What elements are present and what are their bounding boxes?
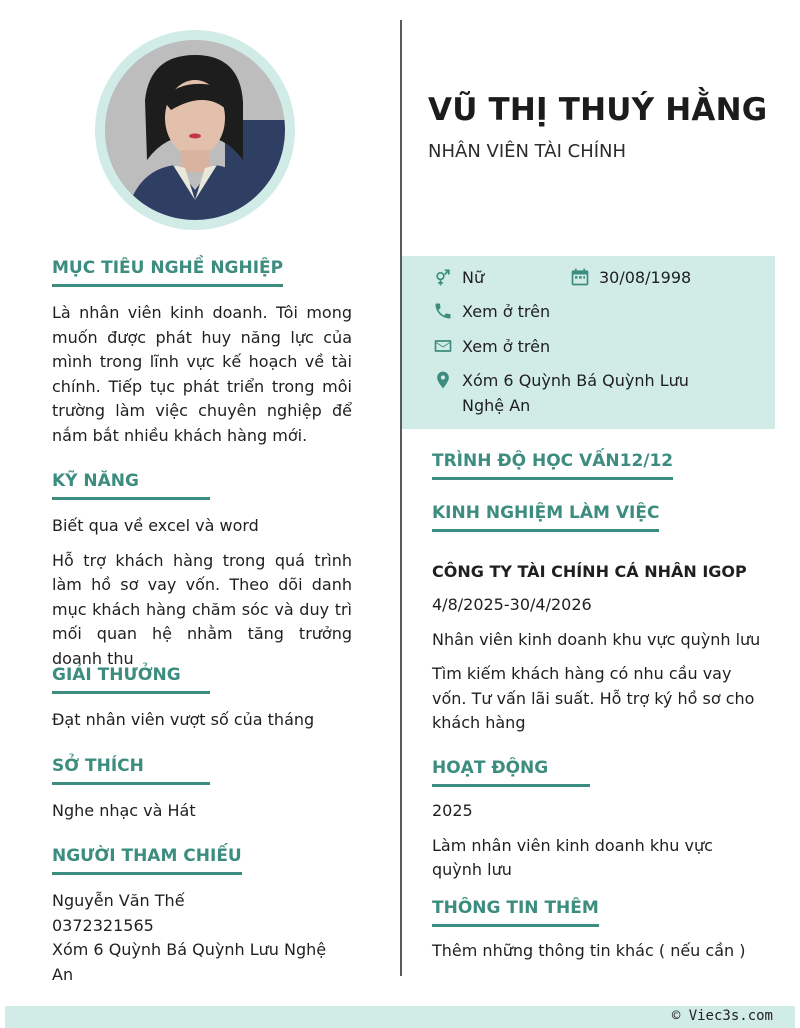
hobbies-section: [52, 756, 352, 824]
avatar-frame: [95, 30, 295, 230]
objective-section: [52, 258, 352, 448]
calendar-icon: [569, 266, 591, 288]
skills-section: [52, 471, 352, 671]
candidate-role: NHÂN VIÊN TÀI CHÍNH: [428, 141, 627, 162]
address-value: Xóm 6 Quỳnh Bá Quỳnh Lưu Nghệ An: [462, 371, 689, 415]
hobbies-text: Nghe nhạc và Hát: [52, 801, 196, 820]
reference-section: [52, 846, 352, 987]
education-section: [432, 451, 762, 480]
hobbies-title: SỞ THÍCH: [52, 756, 210, 785]
additional-title: THÔNG TIN THÊM: [432, 898, 599, 927]
contact-info-panel: [402, 256, 775, 429]
reference-address: Xóm 6 Quỳnh Bá Quỳnh Lưu Nghệ An: [52, 940, 327, 984]
experience-title: KINH NGHIỆM LÀM VIỆC: [432, 503, 659, 532]
objective-title: MỤC TIÊU NGHỀ NGHIỆP: [52, 258, 283, 287]
activities-text: Làm nhân viên kinh doanh khu vực quỳnh lưu: [432, 835, 713, 879]
email-value: Xem ở trên: [462, 337, 551, 356]
additional-section: [432, 898, 762, 964]
gender-value: Nữ: [462, 268, 485, 287]
activities-section: [432, 758, 762, 883]
column-divider: [400, 20, 402, 976]
objective-text: Là nhân viên kinh doanh. Tôi mong muốn được phát huy năng lực của mình trong lĩnh vực kế hoạch về tài chính. Tiếp tục phát triển trong môi trường làm việc chuyên nghiệp để nắm bắt nhiều khách hàng mới.: [52, 303, 352, 445]
phone-icon: [432, 300, 454, 322]
awards-text: Đạt nhân viên vượt số của tháng: [52, 710, 315, 729]
skill-item: Biết qua về excel và word: [52, 516, 259, 535]
dob-value: 30/08/1998: [599, 268, 692, 287]
education-title: TRÌNH ĐỘ HỌC VẤN12/12: [432, 451, 673, 480]
skill-item: Hỗ trợ khách hàng trong quá trình làm hồ sơ vay vốn. Theo dõi danh mục khách hàng chăm sóc và duy trì mối quan hệ nhằm tăng trưởng doanh thu: [52, 550, 352, 668]
awards-section: [52, 665, 352, 733]
reference-name: Nguyễn Văn Thế: [52, 891, 185, 910]
email-row: [432, 335, 550, 360]
avatar-photo: [105, 40, 285, 220]
address-row: [432, 369, 732, 418]
awards-title: GIẢI THƯỞNG: [52, 665, 210, 694]
reference-title: NGƯỜI THAM CHIẾU: [52, 846, 242, 875]
activities-year: 2025: [432, 801, 473, 820]
experience-period: 4/8/2025-30/4/2026: [432, 595, 592, 614]
experience-company: CÔNG TY TÀI CHÍNH CÁ NHÂN IGOP: [432, 562, 747, 581]
experience-description: Tìm kiếm khách hàng có nhu cầu vay vốn. Tư vấn lãi suất. Hỗ trợ ký hồ sơ cho khách hàng: [432, 664, 755, 732]
footer-credit: © Viec3s.com: [671, 1008, 773, 1024]
activities-title: HOẠT ĐỘNG: [432, 758, 590, 787]
additional-text: Thêm những thông tin khác ( nếu cần ): [432, 941, 746, 960]
footer-bar: [5, 1006, 795, 1028]
candidate-name: VŨ THỊ THUÝ HẰNG: [428, 92, 768, 128]
dob-row: [569, 266, 691, 291]
email-icon: [432, 335, 454, 357]
location-icon: [432, 369, 454, 391]
skills-title: KỸ NĂNG: [52, 471, 210, 500]
experience-section: [432, 503, 762, 736]
gender-row: [432, 266, 484, 291]
phone-row: [432, 300, 550, 325]
experience-position: Nhân viên kinh doanh khu vực quỳnh lưu: [432, 629, 761, 649]
reference-phone: 0372321565: [52, 915, 154, 935]
phone-value: Xem ở trên: [462, 302, 551, 321]
gender-icon: [432, 266, 454, 288]
